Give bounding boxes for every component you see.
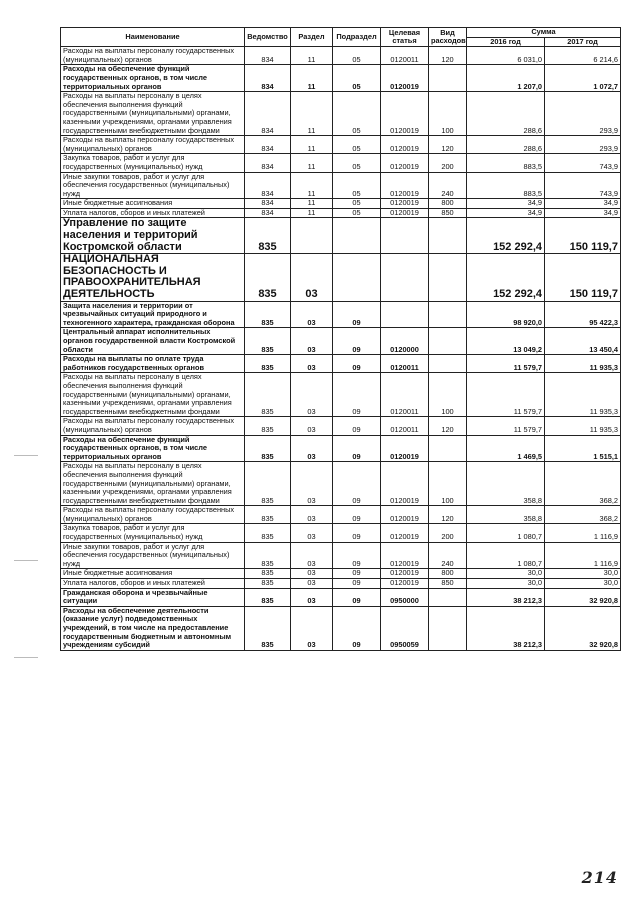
row-section: 11	[291, 208, 333, 218]
row-sum-2016: 34,9	[467, 208, 545, 218]
row-sum-2016: 1 469,5	[467, 435, 545, 462]
row-dept: 835	[245, 301, 291, 328]
row-exp-type: 240	[429, 542, 467, 569]
row-exp-type: 100	[429, 373, 467, 417]
table-row	[61, 47, 621, 65]
table-row	[61, 606, 621, 650]
row-section: 11	[291, 47, 333, 65]
table-row	[61, 301, 621, 328]
row-name: Гражданская оборона и чрезвычайные ситуации	[61, 588, 245, 606]
row-dept: 835	[245, 588, 291, 606]
table-row	[61, 154, 621, 172]
row-name: Центральный аппарат исполнительных органов государственной власти Костромской области	[61, 328, 245, 355]
row-target: 0120019	[381, 569, 429, 579]
row-dept: 835	[245, 569, 291, 579]
row-dept: 834	[245, 136, 291, 154]
row-exp-type: 120	[429, 506, 467, 524]
row-target: 0120019	[381, 65, 429, 92]
row-name: Иные закупки товаров, работ и услуг для обеспечения государственных (муниципальных) нужд	[61, 542, 245, 569]
header-year-2016: 2016 год	[467, 37, 545, 47]
row-exp-type: 800	[429, 199, 467, 209]
row-dept: 834	[245, 154, 291, 172]
row-target: 0120019	[381, 199, 429, 209]
table-body	[61, 47, 621, 651]
row-subsection: 09	[333, 606, 381, 650]
page-number: 214	[581, 868, 618, 887]
row-target: 0120019	[381, 524, 429, 542]
header-name: Наименование	[61, 28, 245, 47]
row-dept: 834	[245, 199, 291, 209]
row-subsection: 09	[333, 579, 381, 589]
row-sum-2017: 293,9	[545, 136, 621, 154]
header-section: Раздел	[291, 28, 333, 47]
row-sum-2016: 883,5	[467, 154, 545, 172]
row-sum-2017: 11 935,3	[545, 417, 621, 435]
row-dept: 835	[245, 373, 291, 417]
row-sum-2017: 293,9	[545, 92, 621, 136]
row-target: 0120019	[381, 579, 429, 589]
row-subsection: 05	[333, 199, 381, 209]
row-name: Расходы на выплаты персоналу государственных (муниципальных) органов	[61, 47, 245, 65]
row-section: 11	[291, 65, 333, 92]
row-name: Расходы на выплаты персоналу государственных (муниципальных) органов	[61, 136, 245, 154]
header-exp-type: Вид расходов	[429, 28, 467, 47]
header-sum: Сумма	[467, 28, 621, 38]
row-name: Иные закупки товаров, работ и услуг для обеспечения государственных (муниципальных) нужд	[61, 172, 245, 199]
row-name: Защита населения и территории от чрезвычайных ситуаций природного и техногенного характера, гражданская оборона	[61, 301, 245, 328]
row-exp-type	[429, 328, 467, 355]
row-name: Расходы на обеспечение функций государственных органов, в том числе территориальных органов	[61, 435, 245, 462]
row-subsection	[333, 254, 381, 301]
table-row	[61, 417, 621, 435]
row-subsection: 05	[333, 172, 381, 199]
row-target: 0120011	[381, 355, 429, 373]
row-subsection: 05	[333, 154, 381, 172]
row-subsection: 09	[333, 417, 381, 435]
row-name: НАЦИОНАЛЬНАЯ БЕЗОПАСНОСТЬ И ПРАВООХРАНИТЕЛЬНАЯ ДЕЯТЕЛЬНОСТЬ	[61, 254, 245, 301]
table-row	[61, 328, 621, 355]
row-target: 0120019	[381, 435, 429, 462]
row-subsection: 05	[333, 208, 381, 218]
row-target: 0120019	[381, 92, 429, 136]
margin-scan-mark	[14, 560, 38, 561]
row-sum-2017: 30,0	[545, 579, 621, 589]
row-target: 0120019	[381, 154, 429, 172]
row-section: 03	[291, 355, 333, 373]
row-section: 03	[291, 569, 333, 579]
row-section: 03	[291, 542, 333, 569]
row-subsection: 09	[333, 524, 381, 542]
row-name: Расходы на выплаты персоналу в целях обеспечения выполнения функций государственными (муниципальными) органами, казенными учреждениями, органами управления государственными внебюджетными фондами	[61, 462, 245, 506]
row-name: Расходы на выплаты персоналу государственных (муниципальных) органов	[61, 417, 245, 435]
row-target: 0120011	[381, 417, 429, 435]
row-target: 0120011	[381, 373, 429, 417]
row-exp-type: 800	[429, 569, 467, 579]
row-exp-type	[429, 218, 467, 254]
row-dept: 835	[245, 462, 291, 506]
row-dept: 835	[245, 218, 291, 254]
table-row	[61, 218, 621, 254]
table-row	[61, 579, 621, 589]
row-target: 0120019	[381, 506, 429, 524]
row-name: Расходы на выплаты по оплате труда работников государственных органов	[61, 355, 245, 373]
row-subsection	[333, 218, 381, 254]
row-section: 03	[291, 435, 333, 462]
row-sum-2017: 150 119,7	[545, 254, 621, 301]
row-sum-2017: 743,9	[545, 154, 621, 172]
row-section: 03	[291, 328, 333, 355]
margin-scan-mark	[14, 455, 38, 456]
row-target: 0120019	[381, 208, 429, 218]
row-dept: 834	[245, 47, 291, 65]
row-exp-type	[429, 606, 467, 650]
row-exp-type: 100	[429, 92, 467, 136]
row-target: 0120019	[381, 542, 429, 569]
row-sum-2016: 13 049,2	[467, 328, 545, 355]
row-sum-2016: 358,8	[467, 462, 545, 506]
row-dept: 835	[245, 542, 291, 569]
row-subsection: 09	[333, 373, 381, 417]
row-name: Расходы на обеспечение функций государственных органов, в том числе территориальных органов	[61, 65, 245, 92]
row-section: 03	[291, 373, 333, 417]
row-section: 03	[291, 524, 333, 542]
row-dept: 834	[245, 92, 291, 136]
row-name: Расходы на обеспечение деятельности (оказание услуг) подведомственных учреждений, в том числе на предоставление государственным бюджетным и автономным учреждениям субсидий	[61, 606, 245, 650]
row-exp-type: 240	[429, 172, 467, 199]
row-sum-2017: 150 119,7	[545, 218, 621, 254]
row-target	[381, 218, 429, 254]
row-exp-type: 120	[429, 136, 467, 154]
row-dept: 835	[245, 579, 291, 589]
row-sum-2017: 95 422,3	[545, 301, 621, 328]
header-subsection: Подраздел	[333, 28, 381, 47]
table-row	[61, 172, 621, 199]
row-sum-2017: 368,2	[545, 506, 621, 524]
row-target	[381, 254, 429, 301]
row-target: 0120019	[381, 136, 429, 154]
row-sum-2017: 30,0	[545, 569, 621, 579]
row-sum-2016: 1 207,0	[467, 65, 545, 92]
row-sum-2016: 1 080,7	[467, 542, 545, 569]
header-dept: Ведомство	[245, 28, 291, 47]
row-exp-type	[429, 254, 467, 301]
row-section: 11	[291, 172, 333, 199]
row-subsection: 09	[333, 506, 381, 524]
row-section: 11	[291, 199, 333, 209]
row-section: 11	[291, 154, 333, 172]
row-subsection: 09	[333, 569, 381, 579]
row-sum-2017: 34,9	[545, 208, 621, 218]
row-name: Закупка товаров, работ и услуг для государственных (муниципальных) нужд	[61, 524, 245, 542]
row-dept: 834	[245, 172, 291, 199]
row-sum-2017: 13 450,4	[545, 328, 621, 355]
row-subsection: 09	[333, 588, 381, 606]
row-name: Иные бюджетные ассигнования	[61, 199, 245, 209]
row-section: 11	[291, 92, 333, 136]
table-row	[61, 65, 621, 92]
row-exp-type: 120	[429, 417, 467, 435]
row-sum-2016: 38 212,3	[467, 588, 545, 606]
row-section: 03	[291, 606, 333, 650]
row-exp-type: 850	[429, 208, 467, 218]
row-subsection: 09	[333, 462, 381, 506]
table-row	[61, 373, 621, 417]
row-sum-2017: 368,2	[545, 462, 621, 506]
row-target: 0120011	[381, 47, 429, 65]
row-sum-2016: 152 292,4	[467, 218, 545, 254]
table-row	[61, 92, 621, 136]
table-row	[61, 462, 621, 506]
row-name: Уплата налогов, сборов и иных платежей	[61, 579, 245, 589]
row-dept: 835	[245, 606, 291, 650]
row-name: Уплата налогов, сборов и иных платежей	[61, 208, 245, 218]
row-subsection: 09	[333, 435, 381, 462]
row-section: 03	[291, 417, 333, 435]
row-sum-2016: 38 212,3	[467, 606, 545, 650]
row-target: 0950000	[381, 588, 429, 606]
row-exp-type	[429, 301, 467, 328]
row-name: Иные бюджетные ассигнования	[61, 569, 245, 579]
row-sum-2016: 34,9	[467, 199, 545, 209]
row-section: 03	[291, 588, 333, 606]
row-section: 03	[291, 301, 333, 328]
row-sum-2017: 1 515,1	[545, 435, 621, 462]
row-exp-type	[429, 65, 467, 92]
header-target: Целевая статья	[381, 28, 429, 47]
row-sum-2016: 30,0	[467, 569, 545, 579]
row-dept: 835	[245, 355, 291, 373]
row-target: 0120000	[381, 328, 429, 355]
row-sum-2016: 11 579,7	[467, 417, 545, 435]
row-subsection: 09	[333, 542, 381, 569]
row-sum-2016: 288,6	[467, 92, 545, 136]
row-sum-2016: 288,6	[467, 136, 545, 154]
row-dept: 834	[245, 65, 291, 92]
header-year-2017: 2017 год	[545, 37, 621, 47]
row-exp-type: 200	[429, 524, 467, 542]
row-subsection: 09	[333, 355, 381, 373]
row-name: Расходы на выплаты персоналу государственных (муниципальных) органов	[61, 506, 245, 524]
row-sum-2017: 11 935,3	[545, 373, 621, 417]
row-name: Расходы на выплаты персоналу в целях обеспечения выполнения функций государственными (муниципальными) органами, казенными учреждениями, органами управления государственными внебюджетными фондами	[61, 373, 245, 417]
row-target: 0950059	[381, 606, 429, 650]
row-subsection: 05	[333, 47, 381, 65]
row-sum-2017: 743,9	[545, 172, 621, 199]
row-sum-2016: 883,5	[467, 172, 545, 199]
table-row	[61, 199, 621, 209]
table-row	[61, 254, 621, 301]
row-name: Расходы на выплаты персоналу в целях обеспечения выполнения функций государственными (муниципальными) органами, казенными учреждениями, органами управления государственными внебюджетными фондами	[61, 92, 245, 136]
row-sum-2017: 32 920,8	[545, 588, 621, 606]
row-subsection: 05	[333, 136, 381, 154]
row-target: 0120019	[381, 172, 429, 199]
table-row	[61, 136, 621, 154]
row-target	[381, 301, 429, 328]
row-section: 03	[291, 254, 333, 301]
row-subsection: 09	[333, 328, 381, 355]
row-sum-2016: 98 920,0	[467, 301, 545, 328]
row-dept: 835	[245, 435, 291, 462]
table-row	[61, 435, 621, 462]
table-row	[61, 355, 621, 373]
row-exp-type: 120	[429, 47, 467, 65]
budget-table	[60, 27, 621, 651]
row-subsection: 09	[333, 301, 381, 328]
row-sum-2016: 11 579,7	[467, 355, 545, 373]
row-section: 03	[291, 462, 333, 506]
row-subsection: 05	[333, 92, 381, 136]
row-exp-type	[429, 435, 467, 462]
row-subsection: 05	[333, 65, 381, 92]
row-section	[291, 218, 333, 254]
row-sum-2016: 6 031,0	[467, 47, 545, 65]
row-dept: 835	[245, 417, 291, 435]
row-dept: 834	[245, 208, 291, 218]
row-sum-2017: 1 116,9	[545, 542, 621, 569]
row-exp-type	[429, 355, 467, 373]
row-section: 03	[291, 579, 333, 589]
table-row	[61, 542, 621, 569]
budget-table-sheet	[60, 27, 620, 651]
row-exp-type: 200	[429, 154, 467, 172]
row-sum-2016: 152 292,4	[467, 254, 545, 301]
table-row	[61, 506, 621, 524]
row-exp-type: 850	[429, 579, 467, 589]
margin-scan-mark	[14, 657, 38, 658]
row-name: Закупка товаров, работ и услуг для государственных (муниципальных) нужд	[61, 154, 245, 172]
row-exp-type: 100	[429, 462, 467, 506]
row-sum-2017: 32 920,8	[545, 606, 621, 650]
row-dept: 835	[245, 506, 291, 524]
table-row	[61, 588, 621, 606]
table-row	[61, 524, 621, 542]
row-sum-2016: 358,8	[467, 506, 545, 524]
row-sum-2017: 11 935,3	[545, 355, 621, 373]
row-dept: 835	[245, 524, 291, 542]
row-target: 0120019	[381, 462, 429, 506]
row-sum-2016: 11 579,7	[467, 373, 545, 417]
row-sum-2017: 34,9	[545, 199, 621, 209]
row-section: 03	[291, 506, 333, 524]
row-sum-2017: 1 116,9	[545, 524, 621, 542]
row-sum-2016: 1 080,7	[467, 524, 545, 542]
row-sum-2016: 30,0	[467, 579, 545, 589]
row-sum-2017: 1 072,7	[545, 65, 621, 92]
row-name: Управление по защите населения и территорий Костромской области	[61, 218, 245, 254]
row-sum-2017: 6 214,6	[545, 47, 621, 65]
row-dept: 835	[245, 254, 291, 301]
row-dept: 835	[245, 328, 291, 355]
row-section: 11	[291, 136, 333, 154]
row-exp-type	[429, 588, 467, 606]
